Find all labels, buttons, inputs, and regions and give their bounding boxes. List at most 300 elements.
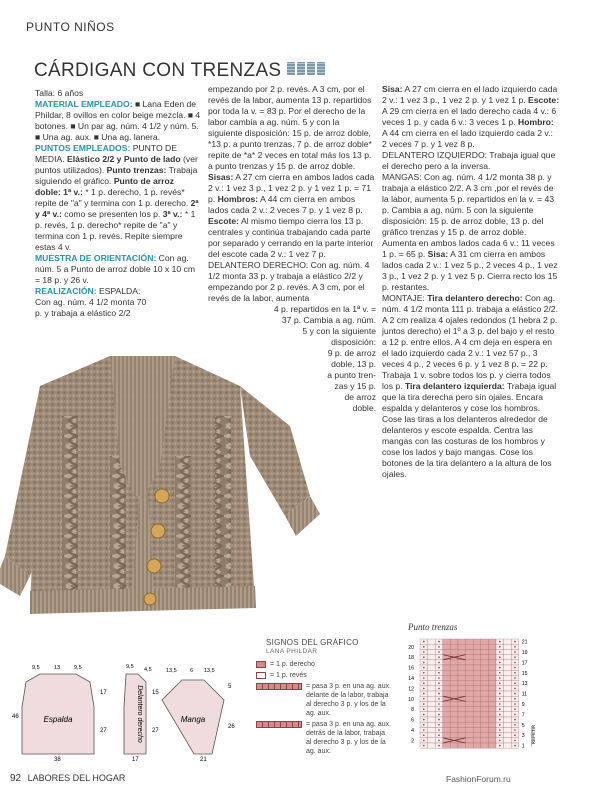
chart-cell xyxy=(504,681,512,686)
chart-cell xyxy=(481,696,489,701)
chart-cell xyxy=(504,707,512,712)
left-band-heading: Tira delantero izquierda: xyxy=(404,381,505,391)
row-number-left: 2 xyxy=(411,738,414,745)
chart-cell xyxy=(466,670,474,675)
chart-cell-dot xyxy=(514,740,516,742)
hombro-heading: Hombro: xyxy=(517,117,554,127)
section-label: PUNTO NIÑOS xyxy=(26,20,115,34)
chart-cell xyxy=(504,660,512,665)
chart-cell xyxy=(428,681,436,686)
cable-front-symbol-icon xyxy=(256,683,302,690)
shoulders-text: A 44 cm cierra en ambos lados cada 2 v.: 2 veces 7 p. y 1 vez 8 p. xyxy=(208,194,363,215)
stitches-bold-1: Elástico 2/2 y Punto de lado xyxy=(67,154,181,164)
chart-cell xyxy=(481,675,489,680)
chart-cell xyxy=(488,738,496,743)
chart-cell xyxy=(443,743,451,748)
chart-cell xyxy=(450,670,458,675)
left-band-text: Trabaja igual que la tira derecha pero sin ojales. Encara espalda y delanteros y cose los hombros. Cose las tiras a los delanteros alrededor de delanteros y escote espalda. Centra las mangas con las costuras de los hombros y cose los lados y bajo mangas. Cose los botones de la tira delantero a la altura de los ojales. xyxy=(382,381,557,479)
chart-cell xyxy=(504,743,512,748)
chart-cell xyxy=(450,691,458,696)
chart-cell xyxy=(443,675,451,680)
chart-cell xyxy=(481,712,489,717)
chart-cell xyxy=(481,733,489,738)
legend-label: = 1 p. derecho xyxy=(270,661,315,668)
chart-cell xyxy=(450,727,458,732)
chart-cell xyxy=(466,738,474,743)
chart-cell-dot xyxy=(438,708,440,710)
back-piece-label: Espalda xyxy=(43,715,73,724)
chart-cell xyxy=(458,670,466,675)
chart-cell xyxy=(466,701,474,706)
chart-cell-dot xyxy=(423,662,425,664)
chart-cell xyxy=(428,644,436,649)
chart-cell xyxy=(473,665,481,670)
row-number-right: 7 xyxy=(521,712,525,719)
chart-cell-dot xyxy=(499,703,501,705)
row-number-left: 4 xyxy=(411,728,414,734)
chart-cell-dot xyxy=(514,667,516,669)
chart-cell-dot xyxy=(514,693,516,695)
page-title: CÁRDIGAN CON TRENZAS xyxy=(34,60,282,81)
chart-cell-dot xyxy=(423,703,425,705)
chart-cell xyxy=(428,717,436,722)
stitches-bold-3: Punto de arroz doble: 1ª v.: xyxy=(35,176,174,197)
instructions-column-1 xyxy=(35,88,201,319)
sisa-heading: Sisa: xyxy=(382,84,403,94)
legend-item xyxy=(256,720,392,756)
chart-cell xyxy=(466,644,474,649)
chart-cell xyxy=(450,681,458,686)
neckline-heading: Escote: xyxy=(208,216,240,226)
chart-cell xyxy=(450,717,458,722)
chart-cell-dot xyxy=(438,667,440,669)
assembly-paragraph xyxy=(382,293,560,480)
chart-cell xyxy=(473,686,481,691)
sleeve-top-measure-1: 13,5 xyxy=(166,668,177,674)
chart-cell xyxy=(473,639,481,644)
right-front-line-6: doble, 13 p. xyxy=(331,359,376,369)
chart-cell xyxy=(428,707,436,712)
row-number-right: 5 xyxy=(521,722,525,729)
chart-cell xyxy=(428,696,436,701)
instructions-column-3 xyxy=(382,84,560,480)
chart-cell-dot xyxy=(499,688,501,690)
chart-cell xyxy=(458,733,466,738)
chart-cell-dot xyxy=(423,677,425,679)
chart-cell xyxy=(443,644,451,649)
sisa-paragraph xyxy=(382,84,560,150)
chart-cell xyxy=(466,686,474,691)
sleeve-top-measure-3: 13,5 xyxy=(204,668,215,674)
back-top-measure-1: 9,5 xyxy=(32,665,40,671)
chart-cell-dot xyxy=(499,667,501,669)
chart-cell xyxy=(473,660,481,665)
chart-cell-dot xyxy=(499,651,501,653)
chart-cell-dot xyxy=(438,641,440,643)
chart-cell-dot xyxy=(423,651,425,653)
right-band-heading: Tira delantero derecho: xyxy=(427,293,523,303)
chart-cell xyxy=(466,649,474,654)
chart-cell-dot xyxy=(514,698,516,700)
row-number-left: 10 xyxy=(408,696,414,703)
right-front-line-5: 9 p. de arroz xyxy=(327,348,376,358)
chart-cell-dot xyxy=(499,714,501,716)
chart-cell-dot xyxy=(499,740,501,742)
stitches-text-3: Trabaja siguiendo el gráfico. xyxy=(35,165,198,186)
right-front-line-9: de arroz xyxy=(344,392,376,402)
stitch-chart xyxy=(402,636,552,754)
chart-cell xyxy=(458,660,466,665)
chart-cell xyxy=(450,665,458,670)
chart-cell-dot xyxy=(499,698,501,700)
chart-cell xyxy=(481,722,489,727)
chart-cell-dot xyxy=(423,708,425,710)
sleeve-piece-label: Manga xyxy=(180,715,206,724)
chart-cell xyxy=(458,707,466,712)
chart-cell xyxy=(428,655,436,660)
chart-cell xyxy=(466,675,474,680)
chart-cell xyxy=(488,707,496,712)
sleeve-top-measure-2: 6 xyxy=(190,668,194,674)
knit-symbol-icon xyxy=(256,661,266,668)
chart-cell xyxy=(428,660,436,665)
chart-cell xyxy=(488,701,496,706)
chart-cell-dot xyxy=(438,703,440,705)
chart-cell xyxy=(450,675,458,680)
chart-cell xyxy=(466,707,474,712)
chart-cell-dot xyxy=(438,740,440,742)
watermark: FashionForum.ru xyxy=(446,774,511,784)
left-front-text: DELANTERO IZQUIERDO: Trabaja igual que el derecho pero a la inversa. xyxy=(382,150,556,171)
chart-cell-dot xyxy=(438,734,440,736)
chart-cell xyxy=(481,691,489,696)
chart-cell-dot xyxy=(423,656,425,658)
row-number-right: 21 xyxy=(521,639,528,646)
back-top-measure-2: 13 xyxy=(54,665,61,671)
chart-cell-dot xyxy=(438,682,440,684)
chart-cell xyxy=(488,644,496,649)
chart-cell-dot xyxy=(423,724,425,726)
chart-cell xyxy=(443,691,451,696)
chart-cell-dot xyxy=(423,646,425,648)
chart-cell xyxy=(488,655,496,660)
legend-item xyxy=(256,671,392,680)
right-front-text: DELANTERO DERECHO: Con ag. núm. 4 1/2 monta 33 p. y trabaja a elástico 2/2 y empezando por 2 p. revés. A 3 cm, por el revés de la labor, aumenta xyxy=(208,260,370,303)
chart-cell-dot xyxy=(438,698,440,700)
chart-cell xyxy=(488,717,496,722)
chart-cell xyxy=(466,639,474,644)
chart-cell xyxy=(466,733,474,738)
chart-cell xyxy=(428,670,436,675)
garment-schematics xyxy=(6,662,250,762)
chart-cell xyxy=(450,722,458,727)
chart-cell xyxy=(450,660,458,665)
front-bottom-measure: 17 xyxy=(132,757,139,762)
legend-item xyxy=(256,660,392,669)
chart-cell xyxy=(481,644,489,649)
chart-cell xyxy=(466,681,474,686)
chart-cell xyxy=(481,639,489,644)
chart-cell xyxy=(450,701,458,706)
chart-cell xyxy=(488,670,496,675)
chart-cell xyxy=(488,712,496,717)
chart-cell xyxy=(466,660,474,665)
chart-cell xyxy=(443,639,451,644)
gauge-paragraph xyxy=(35,253,201,286)
page-number: 92 xyxy=(10,773,22,784)
stitches-text-6: * 1 p. revés, 1 p. derecho* repite de "a" y termina con 1 p. revés. Repite siempre estas 4 v. xyxy=(35,209,196,252)
chart-cell xyxy=(443,665,451,670)
chart-cell xyxy=(450,707,458,712)
chart-cell xyxy=(473,707,481,712)
chart-cell xyxy=(504,675,512,680)
row-number-right: 9 xyxy=(521,702,525,708)
chart-cell xyxy=(473,743,481,748)
chart-cell-dot xyxy=(499,693,501,695)
chart-cell-dot xyxy=(514,688,516,690)
row-number-right: 19 xyxy=(521,650,528,656)
page-footer xyxy=(10,773,125,784)
sleeves-paragraph xyxy=(382,172,560,293)
chart-cell xyxy=(481,655,489,660)
chart-cell-dot xyxy=(423,641,425,643)
chart-cell xyxy=(443,660,451,665)
row-number-left: 6 xyxy=(411,717,414,724)
chart-cell-dot xyxy=(514,734,516,736)
right-front-line-7: a punto tren- xyxy=(327,370,376,380)
material-text: ■ Lana Eden de Phildar, 8 ovillos en color beige mezcla. ■ 4 botones. ■ Un par ag. núm. 4 1/2 y núm. 5. ■ Una ag. aux. ■ Una ag. lanera. xyxy=(35,99,201,142)
chart-cell-dot xyxy=(423,698,425,700)
back-right-measure-2: 27 xyxy=(100,728,107,734)
escote-heading: Escote: xyxy=(528,95,560,105)
row-number-right: 11 xyxy=(521,691,528,698)
chart-cell xyxy=(450,743,458,748)
right-front-line-1: 4 p. repartidos en la 1ª v. = xyxy=(273,304,376,314)
row-number-right: 15 xyxy=(521,670,528,677)
row-number-left: 20 xyxy=(408,644,414,651)
chart-cell-dot xyxy=(499,734,501,736)
sleeves-text: MANGAS: Con ag. núm. 4 1/2 monta 38 p. y trabaja a elástico 2/2. A 3 cm ,por el revés de la labor, aumenta 5 p. repartidos en la v. = 43 p. Cambia a ag. núm. 5 con la siguiente disposición: 15 p. de arroz doble, 13 p. del gráfico trenzas y 15 p. de arroz doble. Aumenta en ambos lados cada 6 v.: 11 veces 1 p. = 65 p. xyxy=(382,172,555,259)
chart-cell xyxy=(450,733,458,738)
chart-cell xyxy=(458,691,466,696)
chart-cell xyxy=(466,727,474,732)
realization-text: ESPALDA: Con ag. núm. 4 1/2 monta 70 p. y trabaja a elástico 2/2 xyxy=(35,286,147,318)
chart-cell xyxy=(443,722,451,727)
chart-cell-dot xyxy=(423,719,425,721)
chart-cell xyxy=(428,649,436,654)
chart-cell xyxy=(481,660,489,665)
chart-cell xyxy=(473,701,481,706)
chart-cell xyxy=(428,701,436,706)
legend-label: = pasa 3 p. en una ag. aux. delante de la labor, trabaja al derecho 3 p. y los de la ag. aux. xyxy=(306,683,392,717)
chart-cell-dot xyxy=(499,672,501,674)
right-band-text: Con ag. núm. 4 1/2 monta 111 p. trabaja a elástico 2/2. A 2 cm realiza 4 ojales redondos (1 hebra 2 p. juntos derecho) el 1º a 3 p. del bajo y el resto a 12 p. entre ellos. A 4 cm deja en espera en el lado izquierdo cada 2 v.: 1 vez 57 p., 3 veces 4 p., 2 veces 6 p. y 1 vez 8 p. = 22 p. Trabaja 1 v. sobre todos los p. y cierra todos los p. xyxy=(382,293,558,391)
chart-cell xyxy=(443,649,451,654)
chart-cell-dot xyxy=(499,729,501,731)
stitches-bold-2: Punto trenzas: xyxy=(106,165,167,175)
chart-cell xyxy=(473,655,481,660)
sisa-text: A 27 cm cierra en el lado izquierdo cada 2 v.: 1 vez 3 p., 1 vez 2 p. y 1 vez 1 p. xyxy=(382,84,558,105)
chart-cell-dot xyxy=(514,662,516,664)
chart-cell-dot xyxy=(423,672,425,674)
chart-cell xyxy=(473,675,481,680)
chart-cell xyxy=(458,743,466,748)
sleeve-right-measure-2: 26 xyxy=(228,724,235,730)
front-piece-label: Delantero derecho xyxy=(136,685,143,743)
chart-cell-dot xyxy=(423,740,425,742)
chart-cell-dot xyxy=(514,656,516,658)
chart-cell xyxy=(504,670,512,675)
chart-cell xyxy=(504,738,512,743)
sleeve-bottom-measure: 21 xyxy=(200,757,207,762)
chart-cell xyxy=(458,639,466,644)
chart-cell-dot xyxy=(499,677,501,679)
front-right-measure-2: 27 xyxy=(152,728,159,734)
chart-cell xyxy=(458,649,466,654)
size-text: Talla: 6 años xyxy=(35,88,84,98)
chart-cell-dot xyxy=(423,745,425,747)
chart-cell xyxy=(473,727,481,732)
chart-cell xyxy=(428,675,436,680)
chart-cell xyxy=(488,722,496,727)
chart-cell xyxy=(450,639,458,644)
right-front-line-3: 5 y con la siguiente xyxy=(302,326,376,336)
realization-heading: REALIZACIÓN: xyxy=(35,286,97,296)
stitches-paragraph xyxy=(35,143,201,253)
chart-cell xyxy=(466,696,474,701)
right-front-line-8: zas y 15 p. xyxy=(334,381,376,391)
chart-cell xyxy=(450,649,458,654)
chart-cell xyxy=(466,717,474,722)
chart-cell-dot xyxy=(423,729,425,731)
chart-cell xyxy=(481,727,489,732)
chart-cell-dot xyxy=(514,714,516,716)
chart-cell xyxy=(504,717,512,722)
chart-cell xyxy=(428,639,436,644)
back-left-measure: 46 xyxy=(12,714,19,720)
chart-cell-dot xyxy=(499,656,501,658)
back-right-measure-1: 17 xyxy=(100,690,107,696)
chart-cell xyxy=(443,686,451,691)
chart-cell xyxy=(504,727,512,732)
chart-cell xyxy=(450,712,458,717)
right-front-line-2: 37 p. Cambia a ag. núm. xyxy=(281,315,376,325)
legend-item xyxy=(256,682,392,718)
chart-cell xyxy=(443,712,451,717)
realization-paragraph xyxy=(35,286,153,319)
chart-cell xyxy=(458,701,466,706)
chart-cell xyxy=(481,686,489,691)
assembly-heading: MONTAJE: xyxy=(382,293,428,303)
stitches-text-2: (ver puntos utilizados). xyxy=(35,154,198,175)
chart-cell xyxy=(458,712,466,717)
chart-cell-dot xyxy=(514,724,516,726)
chart-cell xyxy=(504,691,512,696)
chart-cell xyxy=(488,733,496,738)
chart-cell xyxy=(473,712,481,717)
chart-cell xyxy=(504,686,512,691)
chart-cell xyxy=(443,681,451,686)
back-piece-outline xyxy=(22,674,94,754)
material-heading: MATERIAL EMPLEADO: xyxy=(35,99,133,109)
back-body-text: empezando por 2 p. revés. A 3 cm, por el revés de la labor, aumenta 13 p. repartidos por toda la v. = 83 p. Por el derecho de la labor cambia a ag. núm. 5 y con la siguiente disposición: 15 p. de arroz doble, *13 p. a punto trenzas, 7 p. de arroz doble* repite de *a* 2 veces en total más los 13 p. a punto trenzas y 15 p. de arroz doble. xyxy=(208,84,372,171)
chart-cell-dot xyxy=(514,651,516,653)
chart-cell-dot xyxy=(499,745,501,747)
chart-cell xyxy=(488,691,496,696)
armholes-text: A 27 cm cierra en ambos lados cada 2 v.: 1 vez 3 p., 1 vez 2 p. y 1 vez 1 p. = 71 p. xyxy=(208,172,375,204)
chart-cell-dot xyxy=(438,724,440,726)
chart-legend xyxy=(256,638,392,758)
chart-cell xyxy=(458,681,466,686)
chart-cell-dot xyxy=(438,672,440,674)
repeat-label: REPETIR xyxy=(530,724,536,745)
chart-cell xyxy=(473,717,481,722)
material-paragraph xyxy=(35,99,201,143)
chart-cell xyxy=(481,717,489,722)
chart-cell xyxy=(443,670,451,675)
right-front-line-4: disposición: xyxy=(331,337,376,347)
legend-label: = pasa 3 p. en una ag. aux. detrás de la labor, trabaja al derecho 3 p. y los de la ag. aux. xyxy=(306,721,392,755)
chart-cell-dot xyxy=(499,662,501,664)
row-number-right: 1 xyxy=(521,743,525,750)
back-bottom-measure: 38 xyxy=(54,757,61,762)
chart-cell-dot xyxy=(423,682,425,684)
chart-cell xyxy=(428,738,436,743)
row-number-right: 17 xyxy=(521,660,528,667)
chart-cell xyxy=(428,727,436,732)
chart-cell xyxy=(481,670,489,675)
sleeve-right-measure-1: 5 xyxy=(228,684,232,690)
chart-cell xyxy=(473,670,481,675)
row-number-left: 16 xyxy=(408,665,414,672)
chart-cell xyxy=(488,696,496,701)
hombro-text: A 44 cm cierra en el lado izquierdo cada 2 v.: 2 veces 7 p. y 1 vez 8 p. xyxy=(382,128,553,149)
chart-cell xyxy=(481,743,489,748)
chart-cell-dot xyxy=(514,708,516,710)
chart-cell-dot xyxy=(438,662,440,664)
chart-cell-dot xyxy=(499,682,501,684)
chart-cell xyxy=(488,665,496,670)
chart-cell xyxy=(481,738,489,743)
chart-cell-dot xyxy=(499,724,501,726)
chart-cell-dot xyxy=(438,688,440,690)
escote-text: A 29 cm cierra en el lado derecho cada 4 v.: 6 veces 1 p. y cada 6 v.: 3 veces 1 p. xyxy=(382,106,557,127)
chart-cell-dot xyxy=(438,656,440,658)
chart-cell xyxy=(443,717,451,722)
chart-cell xyxy=(458,727,466,732)
chart-cell-dot xyxy=(423,667,425,669)
chart-cell xyxy=(428,733,436,738)
chart-cell-dot xyxy=(499,646,501,648)
armholes-heading: Sisas: xyxy=(208,172,234,182)
chart-cell xyxy=(473,696,481,701)
chart-cell-dot xyxy=(514,672,516,674)
chart-cell xyxy=(481,707,489,712)
chart-cell-dot xyxy=(514,745,516,747)
stitches-heading: PUNTOS EMPLEADOS: xyxy=(35,143,131,153)
chart-cell xyxy=(443,707,451,712)
chart-cell xyxy=(473,722,481,727)
chart-cell-dot xyxy=(514,703,516,705)
chart-cell xyxy=(443,701,451,706)
chart-cell xyxy=(504,644,512,649)
chart-cell-dot xyxy=(514,682,516,684)
yarn-rating-icon xyxy=(287,62,327,80)
chart-cell xyxy=(458,675,466,680)
row-number-left: 8 xyxy=(411,707,414,714)
chart-cell-dot xyxy=(438,714,440,716)
chart-cell xyxy=(504,733,512,738)
